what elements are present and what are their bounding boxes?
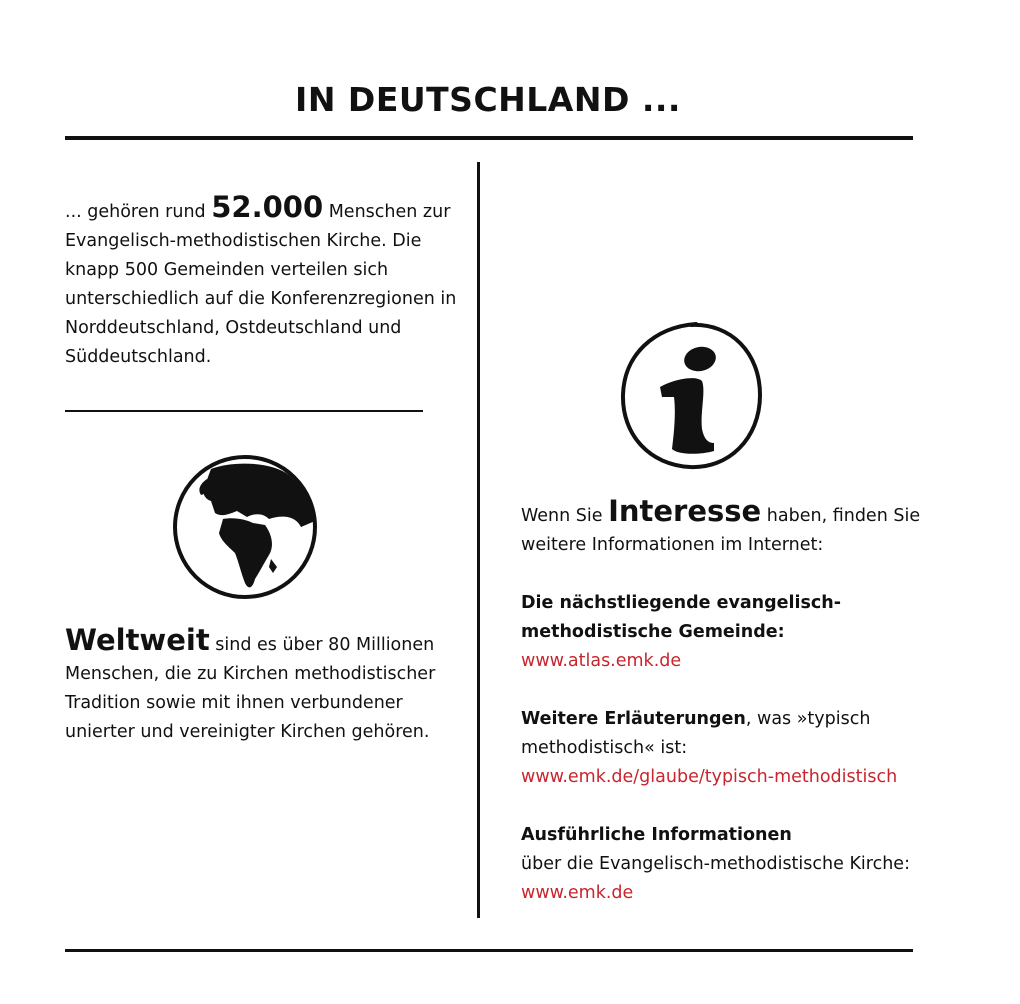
worldwide-keyword: Weltweit: [65, 623, 210, 657]
link-block-emk: [521, 821, 961, 908]
interest-rest: haben, finden Sie weitere Informationen im Internet:: [521, 506, 921, 555]
bottom-rule: [65, 949, 913, 952]
page-title: IN DEUTSCHLAND ...: [295, 80, 681, 119]
link-subtext: über die Evangelisch-methodistische Kirche:: [521, 854, 910, 874]
interest-lead: Wenn Sie: [521, 506, 609, 526]
globe-icon: [171, 455, 319, 599]
link-heading: Die nächstliegende evangelisch-methodistische Gemeinde:: [521, 593, 842, 642]
top-rule: [65, 136, 913, 140]
germany-rest: Menschen zur Evangelisch-methodistischen Kirche. Die knapp 500 Gemeinden verteilen sich unterschiedlich auf die Konferenzregionen in Norddeutschland, Ostdeutschland und Süddeutschland.: [65, 202, 457, 367]
column-divider: [477, 162, 480, 918]
emk-link[interactable]: www.emk.de: [521, 883, 634, 903]
link-subtext: , was »typisch methodistisch« ist:: [521, 709, 871, 758]
link-heading: Weitere Erläuterungen: [521, 709, 746, 729]
interest-paragraph: [521, 494, 941, 560]
interest-keyword: Interesse: [608, 494, 762, 528]
link-block-atlas: [521, 589, 961, 676]
typisch-link[interactable]: www.emk.de/glaube/typisch-methodistisch: [521, 767, 898, 787]
link-heading: Ausführliche Informationen: [521, 825, 792, 845]
worldwide-rest: sind es über 80 Millionen Menschen, die zu Kirchen methodistischer Tradition sowie mit ihnen verbundener unierter und vereinigter Kirchen gehören.: [65, 635, 436, 742]
worldwide-paragraph: [65, 623, 465, 747]
info-icon: [616, 317, 766, 475]
link-block-typisch: [521, 705, 961, 792]
member-count: 52.000: [211, 190, 324, 224]
germany-paragraph: [65, 190, 465, 372]
germany-lead: ... gehören rund: [65, 202, 212, 222]
left-separator: [65, 410, 423, 412]
atlas-link[interactable]: www.atlas.emk.de: [521, 651, 682, 671]
